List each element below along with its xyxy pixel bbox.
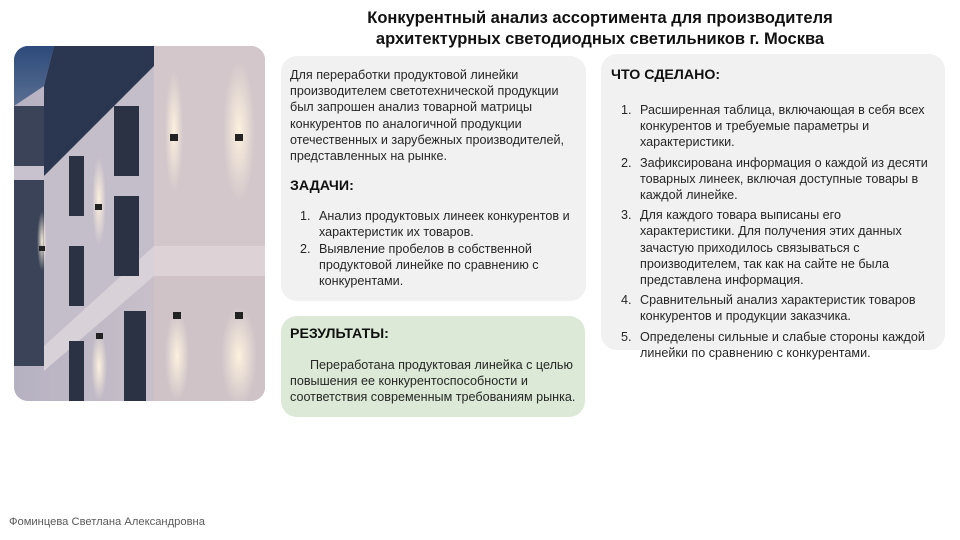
task-text: Выявление пробелов в собственной продуктовой линейке по сравнению с конкурентами. xyxy=(319,241,539,289)
building-facade-photo xyxy=(14,46,265,401)
task-item xyxy=(290,208,578,240)
done-heading: ЧТО СДЕЛАНО: xyxy=(611,67,721,83)
task-text: Анализ продуктовых линеек конкурентов и характеристик их товаров. xyxy=(319,209,570,240)
done-text: Расширенная таблица, включающая в себя всех конкурентов и требуемые параметры и характеристики. xyxy=(640,103,925,150)
done-number: 4. xyxy=(621,293,632,308)
done-number: 3. xyxy=(621,208,632,223)
done-number: 1. xyxy=(621,103,632,117)
done-item xyxy=(611,329,935,361)
task-number: 1. xyxy=(300,209,311,224)
author-name: Фоминцева Светлана Александровна xyxy=(9,516,205,528)
results-card xyxy=(281,316,585,417)
intro-card xyxy=(281,56,586,301)
done-number: 5. xyxy=(621,329,632,344)
done-item xyxy=(611,155,935,204)
results-text: Переработана продуктовая линейка с целью повышения ее конкурентоспособности и соответствия современным требованиям рынка. xyxy=(290,358,576,405)
building-illustration xyxy=(14,46,265,401)
done-number: 2. xyxy=(621,155,632,170)
done-text: Для каждого товара выписаны его характеристики. Для получения этих данных зачастую приходилось связываться с производителем, так как на сайте не была представлена информация. xyxy=(640,208,902,288)
done-list xyxy=(611,102,935,361)
results-heading: РЕЗУЛЬТАТЫ: xyxy=(290,326,389,342)
task-number: 2. xyxy=(300,241,311,256)
task-item xyxy=(290,241,578,290)
done-text: Зафиксирована информация о каждой из десяти товарных линеек, включая доступные товары в каждой линейке. xyxy=(640,155,928,203)
slide-title xyxy=(330,8,870,50)
done-item xyxy=(611,207,935,288)
slide-title-line-1: Конкурентный анализ ассортимента для производителя xyxy=(367,9,833,27)
tasks-heading: ЗАДАЧИ: xyxy=(290,178,354,195)
done-text: Определены сильные и слабые стороны каждой линейки по сравнению с конкурентами. xyxy=(640,329,925,360)
done-card xyxy=(601,54,945,360)
slide-title-line-2: архитектурных светодиодных светильников г. Москва xyxy=(375,30,825,48)
done-text: Сравнительный анализ характеристик товаров конкурентов и продукции заказчика. xyxy=(640,293,916,324)
done-item xyxy=(611,292,935,324)
intro-text: Для переработки продуктовой линейки производителем светотехнической продукции был запрошен анализ товарной матрицы конкурентов по аналогичной продукции отечественных и зарубежных производителей, представленных на рынке. xyxy=(290,68,565,164)
done-item xyxy=(611,102,935,151)
tasks-list xyxy=(290,208,578,289)
